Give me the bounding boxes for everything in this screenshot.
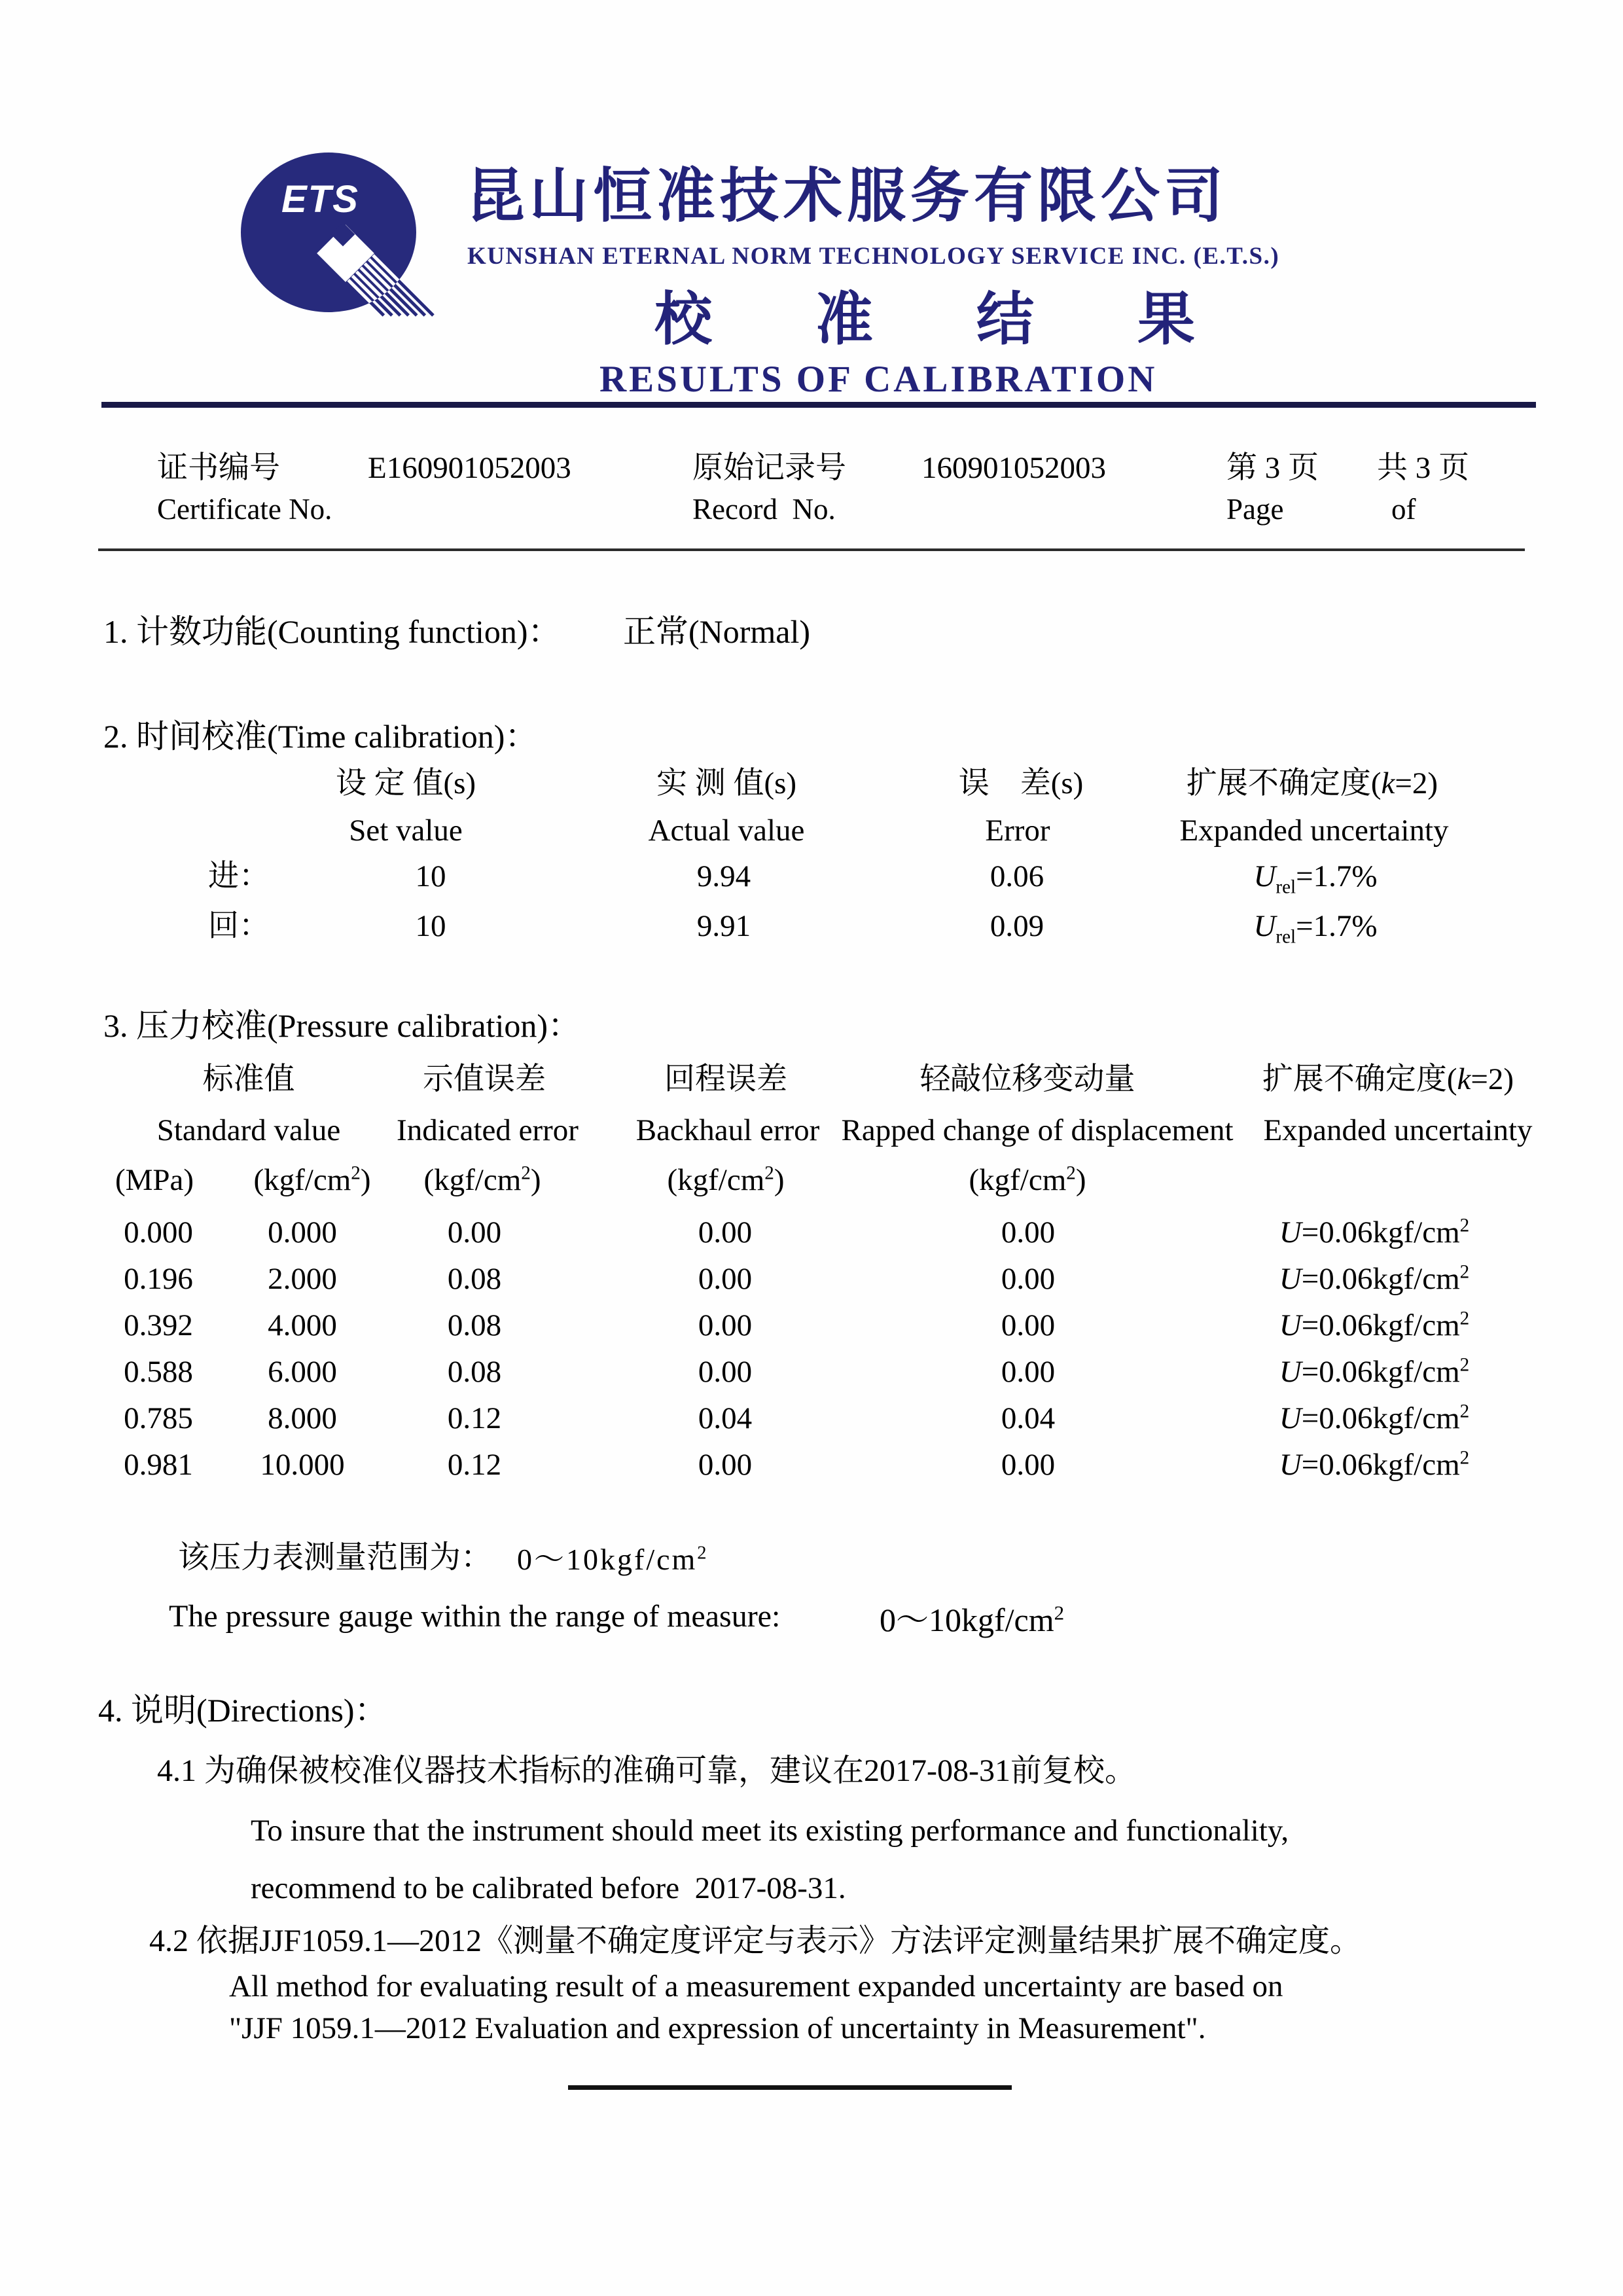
backhaul-error: 0.00 [698, 1355, 753, 1389]
page-label-en: Page [1226, 493, 1284, 526]
rapped-change: 0.00 [1001, 1308, 1056, 1342]
unit-kgf: $(kgf/cm^2)$ [423, 1162, 541, 1197]
col-standard-cn: 标准值 [202, 1062, 295, 1096]
rapped-change: 0.00 [1001, 1355, 1056, 1389]
col-error-en: Error [985, 814, 1050, 848]
indicated-error: 0.12 [447, 1401, 502, 1435]
rapped-change: 0.00 [1001, 1215, 1056, 1249]
col-rapped-en: Rapped change of displacement [841, 1113, 1234, 1147]
certificate-no-label-cn: 证书编号 [157, 451, 280, 485]
document-title-cn: 校 准 结 果 [654, 289, 1240, 352]
actual-value: 9.91 [696, 909, 751, 943]
unit-kgf: $(kgf/cm^2)$ [667, 1162, 785, 1197]
col-set-value-cn: 设 定 值(s) [335, 766, 476, 800]
expanded-uncertainty: $U=0.06kgf/cm^2$ [1279, 1215, 1470, 1249]
rapped-change: 0.00 [1001, 1448, 1056, 1482]
backhaul-error: 0.00 [698, 1215, 753, 1249]
direction-4-2-en1: All method for evaluating result of a measurement expanded uncertainty are based on [229, 1969, 1283, 2003]
company-name-cn: 昆山恒准技术服务有限公司 [466, 164, 1228, 229]
of-label-en: of [1391, 493, 1416, 526]
col-indicated-cn: 示值误差 [423, 1062, 546, 1096]
range-label-en: The pressure gauge within the range of measure: [169, 1599, 781, 1634]
col-uncertainty-cn: 扩展不确定度(k=2) [1262, 1062, 1514, 1096]
uncertainty-value: $U_{rel}=1.7\%$ [1253, 909, 1378, 948]
range-label-cn: 该压力表测量范围为： [178, 1540, 493, 1575]
error-value: 0.09 [990, 909, 1044, 943]
error-value: 0.06 [990, 859, 1044, 893]
standard-mpa: 0.785 [124, 1401, 193, 1435]
standard-kgf: 6.000 [268, 1355, 337, 1389]
col-uncertainty-cn: 扩展不确定度(k=2) [1186, 766, 1438, 800]
direction-4-2-cn: 4.2 依据JJF1059.1—2012《测量不确定度评定与表示》方法评定测量结果扩展不确定度。 [149, 1924, 1362, 1958]
record-no-value: 160901052003 [921, 451, 1106, 485]
expanded-uncertainty: $U=0.06kgf/cm^2$ [1279, 1401, 1470, 1435]
col-actual-value-en: Actual value [648, 814, 805, 848]
indicated-error: 0.08 [447, 1355, 502, 1389]
expanded-uncertainty: $U=0.06kgf/cm^2$ [1279, 1308, 1470, 1342]
row-label: 回： [208, 909, 270, 943]
indicated-error: 0.00 [447, 1215, 502, 1249]
standard-mpa: 0.588 [124, 1355, 193, 1389]
expanded-uncertainty: $U=0.06kgf/cm^2$ [1279, 1261, 1470, 1296]
indicated-error: 0.08 [447, 1308, 502, 1342]
footer-end-rule [568, 2085, 1012, 2090]
direction-4-1-cn: 4.1 为确保被校准仪器技术指标的准确可靠，建议在2017-08-31前复校。 [157, 1753, 1136, 1788]
standard-mpa: 0.392 [124, 1308, 193, 1342]
col-indicated-en: Indicated error [397, 1113, 579, 1147]
rapped-change: 0.04 [1001, 1401, 1056, 1435]
expanded-uncertainty: $U=0.06kgf/cm^2$ [1279, 1354, 1470, 1389]
standard-kgf: 2.000 [268, 1262, 337, 1296]
record-no-label-en: Record No. [692, 493, 836, 526]
direction-4-1-en2: recommend to be calibrated before 2017-08-31. [251, 1871, 846, 1905]
direction-4-1-en1: To insure that the instrument should meet its existing performance and functionality, [251, 1814, 1289, 1848]
standard-mpa: 0.196 [124, 1262, 193, 1296]
col-standard-en: Standard value [156, 1113, 341, 1147]
certificate-divider-rule [98, 548, 1525, 551]
backhaul-error: 0.00 [698, 1308, 753, 1342]
backhaul-error: 0.00 [698, 1262, 753, 1296]
page-total-cn: 共 3 页 [1377, 451, 1469, 485]
standard-mpa: 0.000 [124, 1215, 193, 1249]
rapped-change: 0.00 [1001, 1262, 1056, 1296]
set-value: 10 [415, 909, 446, 943]
indicated-error: 0.08 [447, 1262, 502, 1296]
expanded-uncertainty: $U=0.06kgf/cm^2$ [1279, 1447, 1470, 1482]
certificate-no-label-en: Certificate No. [157, 493, 332, 526]
section2-title: 2. 时间校准(Time calibration)： [103, 718, 538, 755]
company-name-en: KUNSHAN ETERNAL NORM TECHNOLOGY SERVICE INC. (E.T.S.) [467, 243, 1280, 270]
record-no-label-cn: 原始记录号 [692, 451, 846, 485]
col-uncertainty-en: Expanded uncertainty [1179, 814, 1449, 848]
set-value: 10 [415, 859, 446, 893]
section1-title: 1. 计数功能(Counting function)： [103, 613, 561, 650]
actual-value: 9.94 [696, 859, 751, 893]
standard-kgf: 0.000 [268, 1215, 337, 1249]
section1-result: 正常(Normal) [623, 613, 811, 650]
range-value-en: $0\sim 10kgf/cm^2$ [880, 1601, 1065, 1638]
standard-mpa: 0.981 [124, 1448, 193, 1482]
standard-kgf: 4.000 [268, 1308, 337, 1342]
ets-logo [241, 152, 476, 329]
header-divider-rule [101, 402, 1536, 408]
direction-4-2-en2: "JJF 1059.1—2012 Evaluation and expression of uncertainty in Measurement". [229, 2011, 1206, 2045]
page-number-cn: 第 3 页 [1226, 451, 1319, 485]
range-value-cn: $0\sim 10kgf/cm^2$ [517, 1543, 709, 1576]
backhaul-error: 0.04 [698, 1401, 753, 1435]
section4-title: 4. 说明(Directions)： [98, 1692, 387, 1729]
row-label: 进： [208, 859, 270, 893]
standard-kgf: 8.000 [268, 1401, 337, 1435]
col-actual-value-cn: 实 测 值(s) [656, 766, 797, 800]
unit-mpa: (MPa) [115, 1163, 194, 1197]
backhaul-error: 0.00 [698, 1448, 753, 1482]
col-backhaul-en: Backhaul error [635, 1113, 820, 1147]
uncertainty-value: $U_{rel}=1.7\%$ [1253, 859, 1378, 898]
document-title-en: RESULTS OF CALIBRATION [599, 359, 1158, 400]
col-uncertainty-en: Expanded uncertainty [1263, 1113, 1533, 1147]
indicated-error: 0.12 [447, 1448, 502, 1482]
unit-kgf: $(kgf/cm^2)$ [969, 1162, 1086, 1197]
logo-ets-text: ETS [281, 178, 359, 221]
col-error-cn: 误 差(s) [958, 766, 1084, 800]
certificate-no-value: E160901052003 [368, 451, 571, 485]
unit-kgf: $(kgf/cm^2)$ [253, 1162, 371, 1197]
col-set-value-en: Set value [349, 814, 463, 848]
section3-title: 3. 压力校准(Pressure calibration)： [103, 1007, 581, 1044]
standard-kgf: 10.000 [260, 1448, 345, 1482]
col-backhaul-cn: 回程误差 [664, 1062, 787, 1096]
col-rapped-cn: 轻敲位移变动量 [919, 1062, 1135, 1096]
